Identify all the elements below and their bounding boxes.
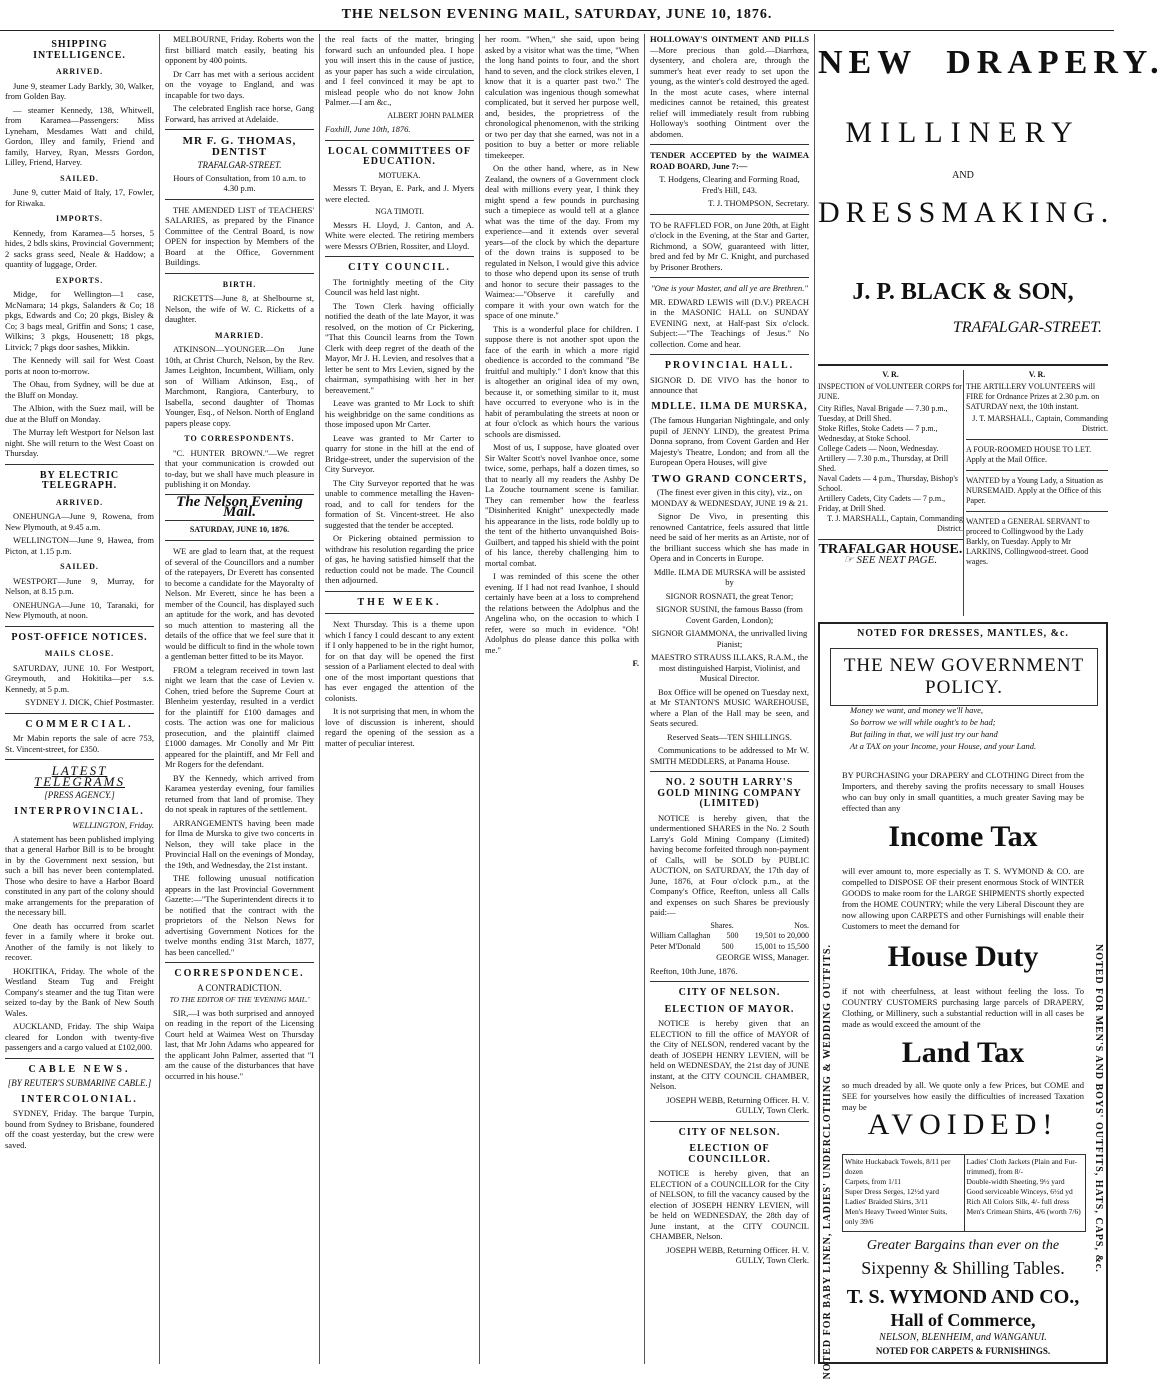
imports-text: Kennedy, from Karamea—5 horses, 5 hides, 2 bdls skins, Provincial Government; 2 sacks grass seed, Neale & Haddow; a quantity of luggage, Order. — [5, 227, 154, 269]
avoided-heading: AVOIDED! — [867, 1108, 1059, 1141]
holloway-text: —More precious than gold.—Diarrhœa, dysentery, and cholera are, through the summer's heat ever ready to set upon the young, as the winter's cold destroyed the aged. In the most acute cases, where internal medicines cannot be retained, this greatest relief will immediately result from rubbing Holloway's soothing Ointment over the abdomen. — [650, 44, 809, 139]
towns: NELSON, BLENHEIM, and WANGANUI. — [879, 1332, 1047, 1343]
leader-1: WE are glad to learn that, at the request of several of the Councillors and a number of the ratepayers, Dr Everett has consented to become a candidate for the Mayoralty of Nelson. Mr Everett, since he has been a member of the Council, has displayed such an aptitude for the work, and has devoted so much attention to mastering all the details of the office that we feel sure that it would be difficult to find in the whole town a gentleman better fitted to be its Mayor. — [165, 546, 314, 661]
leader-2: FROM a telegram received in town last night we learn that the case of Levien v. Cohen, tried before the Supreme Court at Blenheim yesterday, resulted in a verdict for the plaintiff for £100 damages and costs. The action was one for malicious prosecution, and the plaintiff claimed £1000 damages. Mr Conolly and Mr Pitt appeared for the plaintiff, and Mr Fell and Mr Rogers for the defendant. — [165, 664, 314, 769]
thomas-ad-hours: Hours of Consultation, from 10 a.m. to 4.30 p.m. — [173, 172, 306, 193]
lewis-text: MR. EDWARD LEWIS will (D.V.) PREACH in the MASONIC HALL on SUNDAY EVENING next, at Half-past Six o'clock. Subject:—"The Teachings of Jesus." No collection. Come and hear. — [650, 296, 809, 349]
price-item: Super Dress Serges, 12½d yard — [845, 1187, 940, 1196]
city-council-heading: CITY COUNCIL. — [348, 262, 451, 273]
tel-4: ONEHUNGA—June 10, Taranaki, for New Plymouth, at noon. — [5, 599, 154, 620]
shipping-news-4: The Murray left Westport for Nelson last night. She will return to the West Coast on Thursday. — [5, 427, 154, 458]
see-next-page: ☞ SEE NEXT PAGE. — [843, 554, 938, 566]
shipping-heading: SHIPPING INTELLIGENCE. — [33, 39, 126, 61]
palmer-signature: ALBERT JOHN PALMER — [387, 110, 474, 120]
week-cont-1: her room. "When," she said, upon being asked by a visitor what was the time, "When the long hand points to four, and the short hand to seven, and the clock strikes eleven, I know that it is a quarter past two." The calculation was ingenious though somewhat complicated, but it served her purpose well, and, besides, the proprietress of the chronological phenomenon, with the striking or two per day that she earned, was not in a position to buy a better or more reliable timekeeper. — [485, 34, 639, 160]
trafalgar-street: TRAFALGAR-STREET. — [952, 319, 1102, 336]
week-text-1: Next Thursday. This is a theme upon which I fancy I could descant to any extent if I only happened to be in the right humor, for on that day will be opened the first session of a Parliament elected to deal with one of the most important questions that has ever engaged the attention of the colonists. — [325, 619, 474, 703]
inspection-row: Artillery Cadets, City Cadets — 7 p.m., Friday, at Drill Shed. — [818, 494, 946, 513]
local-committees-heading: LOCAL COMMITTEES OF EDUCATION. — [328, 145, 471, 167]
price-item: Ladies' Braided Skirts, 3/11 — [845, 1197, 929, 1206]
raffle-text: TO be RAFFLED FOR, on June 20th, at Eight o'clock in the Evening, at the Star and Garter, Richmond, a SOW, guaranteed with litter, bred and fed by Mr C. Knight, and purchased by Prisoner Brothers. — [650, 219, 809, 272]
shipping-news-2: The Ohau, from Sydney, will be due at the Bluff on Monday. — [5, 379, 154, 400]
paper-date: SATURDAY, JUNE 10, 1876. — [189, 524, 290, 534]
council-text-1: The fortnightly meeting of the City Council was held last night. — [325, 276, 474, 297]
mayor-signature: JOSEPH WEBB, Returning Officer. H. V. GULLY, Town Clerk. — [666, 1094, 809, 1115]
land-text: so much dreaded by all. We quote only a few Prices, but COME and SEE for yourselves how easily the difficulties of increased Taxation may be — [842, 1080, 1084, 1112]
signor-giammona: SIGNOR GIAMMONA, the unrivalled living Pianist; — [651, 628, 808, 649]
policy-poem — [850, 704, 1086, 752]
mining-signature: GEORGE WISS, Manager. — [716, 952, 809, 962]
column-1 — [0, 34, 160, 1364]
reuter: [BY REUTER'S SUBMARINE CABLE.] — [7, 1078, 152, 1088]
dressmaking-word: DRESSMAKING. — [818, 196, 1115, 229]
shipping-news-1: The Kennedy will sail for West Coast ports at noon to-morrow. — [5, 355, 154, 376]
land-tax-heading: Land Tax — [901, 1036, 1025, 1069]
intercolonial-heading: INTERCOLONIAL. — [21, 1093, 138, 1105]
wymond-ad — [818, 622, 1108, 1379]
inspection-row: Artillery — 7.30 p.m., Thursday, at Drill Shed. — [818, 454, 949, 473]
hall-of-commerce: Hall of Commerce, — [890, 1310, 1036, 1330]
murska-name: MDLLE. ILMA DE MURSKA, — [651, 400, 808, 412]
married-text: ATKINSON—YOUNGER—On June 10th, at Christ Church, Nelson, by the Rev. James Leighton, Incumbent, William, only son of William Atkinson, Esq., of Marchmont, Rangiora, Canterbury, to Isabella, second daughter of Thomas Younger, Esq., of Nelson. North of England papers please copy. — [165, 344, 314, 428]
noted-dresses: NOTED FOR DRESSES, MANTLES, &c. — [857, 628, 1069, 639]
telegraph-heading: BY ELECTRIC TELEGRAPH. — [39, 469, 120, 491]
trafalgar-house-heading: TRAFALGAR HOUSE. — [818, 542, 963, 557]
intercol-text: SYDNEY, Friday. The barque Turpin, bound from Sydney to Brisbane, foundered off the coast yesterday, but the crew were saved. — [5, 1108, 154, 1150]
council-text-4: Leave was granted to Mr Carter to quarry for stone in the hill at the end of Bridge-street, under the supervision of the City Surveyor. — [325, 432, 474, 474]
councillor-city-heading: CITY OF NELSON. — [678, 1126, 781, 1138]
mails-close-heading: MAILS CLOSE. — [44, 649, 115, 658]
waimea-heading: TENDER ACCEPTED by the WAIMEA ROAD BOARD, June 7:— — [650, 150, 809, 171]
council-text-2: The Town Clerk having officially notified the death of the late Mayor, it was resolved, on the motion of Cr Pickering, "That this Council learns from the Town Clerk with deep regret of the death of the Mayor, Mr J. H. Levien, and resolves that a letter be sent to Mrs Levien, signed by the chairman, sympathising with her in her bereavement." — [325, 300, 474, 395]
box-office: Box Office will be opened on Tuesday next, at Mr STANTON'S MUSIC WAREHOUSE, where a Plan of the Hall may be seen, and Seats secured. — [650, 686, 809, 728]
correspondents-text: "C. HUNTER BROWN."—We regret that your communication is crowded out to-day, but we shall have much pleasure in publishing it on Monday. — [165, 447, 314, 489]
auckland-text: AUCKLAND, Friday. The ship Waipa cleared for London with twenty-five passengers and a cargo valued at £102,000. — [5, 1021, 154, 1052]
poem-line: At a TAX on your Income, your House, and your Land. — [850, 741, 1037, 751]
press-agency: [PRESS AGENCY.] — [44, 790, 115, 800]
married-heading: MARRIED. — [214, 330, 265, 340]
thomas-ad-address: TRAFALGAR-STREET. — [197, 160, 282, 170]
wymond-name: T. S. WYMOND AND CO., — [846, 1286, 1080, 1308]
vr-crest: V. R. — [882, 370, 899, 379]
and-word: AND — [952, 170, 974, 181]
inspection-signature: T. J. MARSHALL, Captain, Commanding District. — [827, 514, 963, 533]
income-tax-heading: Income Tax — [888, 820, 1038, 853]
maestro: MAESTRO STRAUSS ILLAKS, R.A.M., the most distinguished Harpist, Violinist, and Musical Director. — [650, 652, 809, 683]
correspondents-heading: TO CORRESPONDENTS. — [184, 434, 295, 443]
thomas-ad-title: MR F. G. THOMAS, DENTIST — [182, 135, 297, 158]
drapery-ad — [818, 34, 1165, 366]
wanted-nursemaid: WANTED by a Young Lady, a Situation as NURSEMAID. Apply at the Office of this Paper. — [966, 476, 1104, 505]
latest-telegrams-heading: LATEST TELEGRAMS — [34, 763, 125, 789]
policy-heading: THE NEW GOVERNMENT POLICY. — [830, 648, 1098, 706]
waimea-text: T. Hodgens, Clearing and Forming Road, Fred's Hill, £43. — [659, 174, 800, 195]
inspection-row: College Cadets — Noon, Wednesday. — [818, 444, 939, 453]
raffle-quote: "One is your Master, and all ye are Brethren." — [651, 283, 808, 293]
income-text: will ever amount to, more especially as T. S. WYMOND & CO. are compelled to DISPOSE OF their present enormous Stock of WINTER GOODS to make room for the LARGE SHIPMENTS shortly expected from the HOME COUNTRY; while the very Liberal Discount they are now allowing upon CARPETS and other Furnishings will enable their Customers to meet the demand for — [842, 866, 1084, 931]
holloway-ad — [650, 34, 809, 139]
week-cont-3: This is a wonderful place for children. I suppose there is not another spot upon the face of the earth in which a more rigid obedience is accorded to the command "Be fruitful and multiply." I don't know that this is altogether an original idea of my own, because it, or something similar to it, must have occurred to everyone who is in the habit of perambulating the streets at noon or at four o'clock as which hours the various schools are dismissed. — [485, 323, 639, 439]
tel-1: ONEHUNGA—June 9, Rowena, from New Plymouth, at 9.45 a.m. — [5, 511, 154, 532]
motueka-text: Messrs T. Bryan, E. Park, and J. Myers were elected. — [325, 183, 474, 204]
timoti-text: Messrs H. Lloyd, J. Canton, and A. White were elected. The retiring members were Messrs O'Brien, Rossiter, and Lloyd. — [325, 219, 474, 251]
week-cont-2: On the other hand, where, as in New Zealand, the owners of a Government clock deal with millions every year, I think they might spend a few pounds in purchasing such a timepiece as would tell at a glance what was the time of the day. From my experience—and it extends over several years—of the clock by which the departure of the down trains is supposed to be regulated in Nelson, I would give this advice to those who depend upon its sense of truth and honor to secure their passages to the Waimea:—"Observe it carefully and compare it with your own watch for the space of one minute." — [485, 163, 639, 320]
imports-heading: IMPORTS. — [55, 214, 104, 223]
week-signature: F. — [632, 658, 639, 668]
hokitika-text: HOKITIKA, Friday. The whole of the Westland Steam Tug and Freight Company's steamer and the tug Titan were seized to-day by the Bank of New South Wales. — [5, 965, 154, 1018]
drapery-word: DRAPERY. — [946, 44, 1165, 81]
greater-bargains: Greater Bargains than ever on the — [866, 1238, 1060, 1253]
councillor-text: NOTICE is hereby given, that an ELECTION of a COUNCILLOR for the City of NELSON, to fill the vacancy caused by the election of JOSEPH HENRY LEVIEN, will be held on WEDNESDAY, the 28th day of June instant, at the CITY COUNCIL CHAMBER, Nelson. — [650, 1168, 809, 1241]
council-text-6: Or Pickering obtained permission to withdraw his resolution regarding the price of gas, he having satisfied himself that the reduction could not be made. The Council then adjourned. — [325, 533, 474, 585]
shipping-news-3: The Albion, with the Suez mail, will be due at the Bluff on Monday. — [5, 403, 154, 424]
interprov-text: A statement has been published implying that a general Harbor Bill is to be brought in by the Government next session, but such a bill has never been contemplated. Those who desire to have a Harbor Board constituted in any part of the colony should make arrangements for the preparation of the necessary bill. — [5, 833, 154, 917]
correspondence-heading: CORRESPONDENCE. — [174, 968, 305, 979]
exports-text: Midge, for Wellington—1 case, McNamara; 14 pkgs, Salanders & Co; 18 pkgs, Edwards and Co; 20 pkgs, Bisley & Co; 3 bags meal, Griffin and Sons; 1 case, Wilkins; 3 pkgs, Housenett; 18 pkgs, Litvick; 7 pkgs door sashes, Mikkin. — [5, 289, 154, 352]
tel-sailed-heading: SAILED. — [60, 562, 99, 571]
price-item: Double-width Sheeting, 9½ yard — [966, 1177, 1065, 1186]
price-item: Carpets, from 1/11 — [845, 1177, 902, 1186]
commercial-text: Mr Mabin reports the sale of acre 753, St. Vincent-street, for £350. — [5, 733, 154, 754]
councillor-signature: JOSEPH WEBB, Returning Officer. H. V. GULLY, Town Clerk. — [666, 1244, 809, 1265]
contradiction-to: TO THE EDITOR OF THE 'EVENING MAIL.' — [169, 995, 310, 1004]
price-item: Rich All Colors Silk, 4/- full dress — [966, 1197, 1070, 1206]
noted-carpets: NOTED FOR CARPETS & FURNISHINGS. — [875, 1346, 1051, 1356]
price-item: Ladies' Cloth Jackets (Plain and Fur-trimmed), from 8/- — [966, 1157, 1078, 1176]
holloway-heading: HOLLOWAY'S OINTMENT AND PILLS — [650, 34, 809, 44]
tel-3: WESTPORT—June 9, Murray, for Nelson, at 8.15 p.m. — [5, 575, 154, 596]
price-item: Good serviceable Winceys, 6½d yd — [966, 1187, 1073, 1196]
council-text-3: Leave was granted to Mr Lock to shift his weighbridge on the same conditions as those imposed upon Mr Carter. — [325, 398, 474, 429]
leader-4: ARRANGEMENTS having been made for Ilma de Murska to give two concerts in Nelson, they will take place in the Provincial Hall on the evenings of Monday, the 19th, and Wednesday, the 21st instant. — [165, 817, 314, 870]
week-cont-4: Most of us, I suppose, have gloated over Sir Walter Scott's novel Ivanhoe once, some twice, some, perhaps, half a dozen times, so that to nearly all my readers the Ashby De La Zouche tournament scene is familiar. They can remember how the fearless "Disinherited Knight" unexpectedly made his appearance in the lists, rode boldly up to the tent of the hitherto unvanquished Bois-Guilbert, and tapped his shield with the point of his lance, thereby challenging him to mortal combat. — [485, 442, 639, 568]
week-cont-5: I was reminded of this scene the other evening. If I had not read Ivanhoe, I should certainly have been at a loss to comprehend the relations between the Adolphus and the Angelina who, on the occasion to which I refer, were so much in evidence. "Oh! Adolphus do please dance this polka with me." — [485, 571, 639, 655]
interprov-place: WELLINGTON, Friday. — [72, 820, 154, 830]
price-item: Men's Crimean Shirts, 4/6 (worth 7/6) — [966, 1207, 1081, 1216]
reserved-seats: Reserved Seats—TEN SHILLINGS. — [667, 731, 792, 742]
mining-nos-head: Nos. — [794, 920, 809, 930]
arrived-text: June 9, steamer Lady Barkly, 30, Walker, from Golden Bay. — [5, 80, 154, 101]
exports-heading: EXPORTS. — [55, 275, 104, 285]
wanted-servant: WANTED a GENERAL SERVANT to proceed to Collingwood by the Lady Barkly, on Tuesday. Apply to Mr LARKINS, Collingwood-street. Good wages. — [966, 517, 1090, 566]
inspection-row: Stoke Rifles, Stoke Cadets — 7 p.m., Wednesday, at Stoke School. — [818, 424, 938, 443]
masthead: THE NELSON EVENING MAIL, SATURDAY, JUNE 10, 1876. — [0, 0, 1114, 31]
mayor-election-heading: ELECTION OF MAYOR. — [664, 1003, 795, 1015]
commercial-heading: COMMERCIAL. — [25, 718, 134, 730]
murska-text: (The famous Hungarian Nightingale, and only pupil of JENNY LIND), the greatest Prima Donna soprano, from Covent Garden and Her Majesty's Theatre, London; and from all the European Opera Houses, will give — [650, 415, 809, 467]
vertical-right-text: NOTED FOR MEN'S AND BOYS' OUTFITS, HATS, CAPS, &c. — [1093, 944, 1104, 1273]
mining-row: William Callaghan 500 19,501 to 20,000 — [650, 931, 809, 940]
house-text: if not with cheerfulness, at least without feeling the loss. To COUNTRY CUSTOMERS purchasing large parcels of DRAPERY, Clothing, or Millinery, such a substantial reduction will in all cases be made as would exceed the amount of the — [842, 986, 1084, 1029]
provincial-hall-heading: PROVINCIAL HALL. — [664, 360, 795, 371]
mails-text: SATURDAY, JUNE 10. For Westport, Greymouth, and Hokitika—per s.s. Kennedy, at 5 p.m. — [5, 662, 154, 694]
arrived-text-2: — steamer Kennedy, 138, Whitwell, from Karamea—Passengers: Miss Lyneham, Mesdames Watt and child, Gordon, Illey and family, Friend and family, Harvey, Ryan, Messrs Gordon, Lilley, Friend, Harvey. — [5, 104, 154, 167]
de-vivo-text: SIGNOR D. DE VIVO has the honor to announce that — [650, 374, 809, 395]
concerts-dates: (The finest ever given in this city), viz., on MONDAY & WEDNESDAY, JUNE 19 & 21. — [651, 487, 808, 508]
melbourne-text-3: The celebrated English race horse, Gang Forward, has arrived at Adelaide. — [165, 103, 314, 124]
house-duty-heading: House Duty — [887, 940, 1039, 973]
concerts-heading: TWO GRAND CONCERTS, — [651, 472, 808, 485]
millinery-word: MILLINERY — [845, 116, 1081, 149]
prices-table — [842, 1154, 1086, 1232]
column-5 — [645, 34, 815, 1364]
inspection-heading: INSPECTION of VOLUNTEER CORPS for JUNE. — [818, 382, 962, 401]
melbourne-text: MELBOURNE, Friday. Roberts won the first billiard match easily, beating his opponent by 400 points. — [165, 34, 314, 65]
inspection-row: Naval Cadets — 4 p.m., Thursday, Bishop's School. — [818, 474, 958, 493]
arrived-heading: ARRIVED. — [55, 67, 104, 76]
sailed-heading: SAILED. — [60, 173, 99, 183]
contradiction-text: SIR,—I was both surprised and annoyed on reading in the report of the Licensing Court held at Waimea West on Thursday last, that Mr John Adams who appeared for the applicant John Palmer, asserted that "I am the cause of the disturbances that have occurred in his house." — [165, 1007, 314, 1081]
inspection-row: City Rifles, Naval Brigade — 7.30 p.m., Tuesday, at Drill Shed. — [818, 404, 948, 423]
assisted-by: Mdlle. ILMA DE MURSKA will be assisted by — [653, 566, 806, 587]
artillery-heading: THE ARTILLERY VOLUNTEERS will FIRE for Ordnance Prizes at 2.30 p.m. on SATURDAY next, the 10th instant. — [966, 382, 1100, 411]
mining-text: NOTICE is hereby given, that the undermentioned SHARES in the No. 2 South Larry's Gold Mining Company (Limited) having become forfeited through non-payment of Calls, will be SOLD by PUBLIC AUCTION, on SATURDAY, the 17th day of June, 1876, at Four o'clock p.m., at the Company's Office, Reefton, unless all Calls and expenses on such Shares be previously paid:— — [650, 812, 809, 917]
birth-text: RICKETTS—June 8, at Shelbourne st, Nelson, the wife of W. C. Ricketts of a daughter. — [165, 293, 314, 324]
artillery-signature: J. T. MARSHALL, Captain, Commanding District. — [972, 414, 1108, 433]
tel-2: WELLINGTON—June 9, Hawea, from Picton, at 1.15 p.m. — [5, 535, 154, 556]
pointing-hand-icon: ☞ — [843, 554, 857, 566]
column-4 — [480, 34, 645, 1364]
poem-line: But failing in that, we will just try our hand — [850, 729, 998, 739]
murska-text-2: Signor De Vivo, in presenting this renowned Cantatrice, feels assured that little need be said of her merits as an Artiste, nor of the brilliant success which she has made in Opera and in Concerts in Europe. — [650, 511, 809, 563]
new-word: NEW — [818, 44, 918, 81]
palmer-date: Foxhill, June 10th, 1876. — [325, 124, 411, 134]
house-to-let: A FOUR-ROOMED HOUSE TO LET. Apply at the Mail Office. — [966, 445, 1092, 464]
by-purchasing: BY PURCHASING your DRAPERY and CLOTHING Direct from the Importers, and thereby saving the profits necessary to small Houses who can buy only in small quantities, a much greater Saving may be effected than any — [842, 770, 1084, 813]
cable-news-heading: CABLE NEWS. — [28, 1063, 131, 1075]
leader-5: THE following unusual notification appears in the last Provincial Government Gazette:—"The Superintendent directs it to be notified that the contract with the proprietors of the Nelson News for advertising Government Notices for the twelve months ending 31st March, 1877, has been cancelled." — [165, 873, 314, 957]
signor-rosnati: SIGNOR ROSNATI, the great Tenor; — [665, 590, 794, 601]
sixpenny-tables: Sixpenny & Shilling Tables. — [861, 1258, 1065, 1278]
mining-heading: NO. 2 SOUTH LARRY'S GOLD MINING COMPANY (LIMITED) — [657, 777, 802, 809]
column-2 — [160, 34, 320, 1364]
timoti-heading: NGA TIMOTI. — [375, 207, 424, 216]
contradiction-heading: A CONTRADICTION. — [197, 982, 282, 993]
notices-section — [966, 370, 1108, 616]
motueka-heading: MOTUEKA. — [378, 170, 421, 180]
price-item: Men's Heavy Tweed Winter Suits, only 39/6 — [845, 1207, 948, 1226]
sailed-text: June 9, cutter Maid of Italy, 17, Fowler, for Riwaka. — [5, 187, 154, 208]
mayor-city-heading: CITY OF NELSON. — [678, 987, 781, 998]
volunteer-section — [818, 370, 964, 616]
mining-row: Peter M'Donald 500 15,001 to 15,500 — [650, 941, 809, 951]
poem-line: So borrow we will while ought's to be had; — [850, 717, 996, 727]
interprovincial-heading: INTERPROVINCIAL. — [14, 805, 145, 817]
mining-date: Reefton, 10th June, 1876. — [650, 965, 738, 976]
council-text-5: The City Surveyor reported that he was unable to commence metalling the Haven-road, and to call for tenders for the formation of St. Vincent-street. He also suggested that the tender be accepted. — [325, 477, 474, 530]
the-week-heading: THE WEEK. — [357, 596, 442, 608]
tel-arrived-heading: ARRIVED. — [55, 497, 104, 507]
melbourne-text-2: Dr Carr has met with a serious accident on the voyage to England, and was incapable for two days. — [165, 68, 314, 100]
right-panel — [818, 34, 1165, 1379]
palmer-text: the real facts of the matter, bringing forward such an unfounded plea. I hope you will insert this in the cause of justice, as your paper has such a wide circulation, and I feel convinced it may be apt to mislead people who do not know John Palmer.—I am &c., — [325, 34, 474, 107]
mayor-text: NOTICE is hereby given that an ELECTION to fill the office of MAYOR of the City of NELSON, rendered vacant by the death of JOSEPH HENRY LEVIEN, will be held on WEDNESDAY, the 21st day of JUNE instant, at the CITY COUNCIL CHAMBER, Nelson. — [650, 1018, 809, 1091]
column-3 — [320, 34, 480, 1364]
leader-3: BY the Kennedy, which arrived from Karamea yesterday evening, four families returned from that land of promise. They do not speak in raptures of the settlement. — [165, 772, 314, 814]
paper-title: The Nelson Evening Mail. — [165, 494, 314, 521]
interprov-text-2: One death has occurred from scarlet fever in a family where it broke out. Another of the family is not likely to recover. — [5, 920, 154, 962]
councillor-election-heading: ELECTION OF COUNCILLOR. — [688, 1143, 771, 1165]
poem-line: Money we want, and money we'll have, — [850, 705, 984, 715]
mining-shares-head: Shares. — [710, 920, 734, 930]
vr-crest-2: V. R. — [1028, 370, 1046, 379]
mining-table-header — [650, 921, 809, 932]
black-and-son: J. P. BLACK & SON, — [852, 279, 1074, 305]
signor-susini: SIGNOR SUSINI, the famous Basso (from Covent Garden, London); — [656, 604, 803, 625]
postmaster: SYDNEY J. DICK, Chief Postmaster. — [25, 697, 154, 707]
prices-right — [965, 1155, 1086, 1231]
prices-left — [843, 1155, 965, 1231]
communications: Communications to be addressed to Mr W. SMITH MEDDLERS, at Panama House. — [650, 745, 809, 766]
vertical-left-text: NOTED FOR BABY LINEN, LADIES' UNDERCLOTHING & WEDDING OUTFITS. — [822, 944, 833, 1379]
birth-heading: BIRTH. — [222, 279, 257, 289]
week-text-2: It is not surprising that men, in whom the love of discussion is inherent, should regard the opening of the session as a matter of peculiar interest. — [325, 706, 474, 748]
post-office-heading: POST-OFFICE NOTICES. — [11, 631, 148, 643]
price-item: White Huckaback Towels, 8/11 per dozen — [845, 1157, 951, 1176]
teachers-ad: THE AMENDED LIST of TEACHERS' SALARIES, as prepared by the Finance Committee of the Central Board, is now OPEN for inspection by Members of the Board at the Office, Government Buildings. — [165, 204, 314, 267]
waimea-signature: T. J. THOMPSON, Secretary. — [708, 198, 809, 208]
